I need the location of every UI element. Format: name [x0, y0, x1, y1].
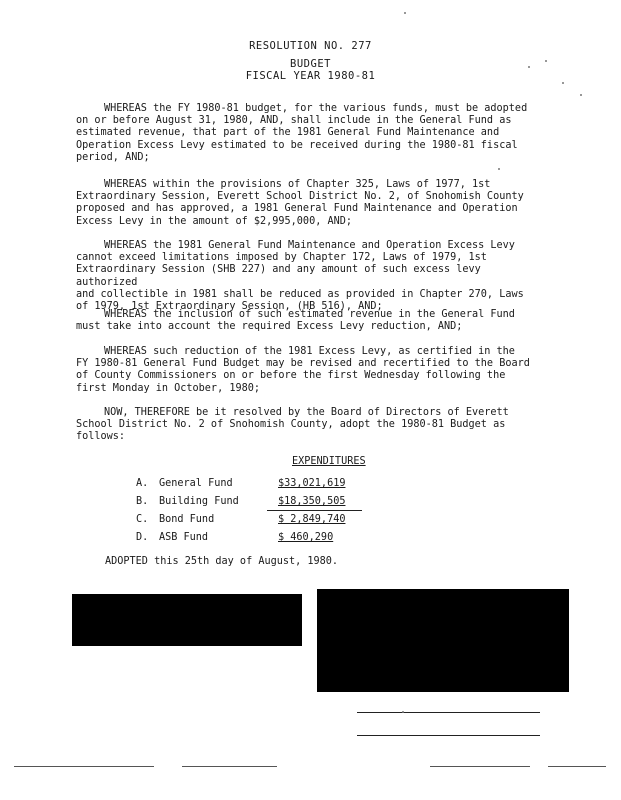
scan-edge-mark-center [182, 766, 277, 767]
fund-name: ASB Fund [159, 532, 209, 543]
signature-line-2 [357, 735, 540, 736]
row-letter: B. [136, 496, 149, 507]
whereas-paragraph-5: WHEREAS such reduction of the 1981 Excess Levy, as certified in the FY 1980-81 General Fund Budget may be revised and recertified to the Board of County Commissioners on or before the first Wednesday following the first Monday in October, 1980; [76, 346, 530, 394]
scan-edge-mark-left [14, 766, 154, 767]
fund-name: Bond Fund [159, 514, 215, 525]
scan-speck [498, 168, 500, 170]
resolved-paragraph: NOW, THEREFORE be it resolved by the Board of Directors of Everett School District No. 2 of Snohomish County, adopt the 1980-81 Budget as follows: [76, 407, 509, 443]
expenditures-header: EXPENDITURES [292, 456, 366, 467]
scan-edge-mark-far-right [548, 766, 606, 767]
scan-speck [562, 82, 564, 84]
fund-amount: $ 2,849,740 [278, 514, 346, 525]
redaction-block-right [317, 589, 569, 692]
whereas-paragraph-4: WHEREAS the inclusion of such estimated revenue in the General Fund must take into account the required Excess Levy reduction, AND; [76, 309, 515, 333]
signature-line-1 [357, 712, 540, 713]
fiscal-year: FISCAL YEAR 1980-81 [245, 70, 376, 82]
row-letter: A. [136, 478, 149, 489]
whereas-paragraph-3: WHEREAS the 1981 General Fund Maintenance and Operation Excess Levy cannot exceed limitations imposed by Chapter 172, Laws of 1979, 1st Extraordinary Session (SHB 227) and any amount of such excess levy authorized and collectible in 1981 shall be reduced as provided in Chapter 270, Laws of 1979, 1st Extraordinary Session, (HB 516), AND; [76, 240, 524, 313]
fund-name: General Fund [159, 478, 233, 489]
fund-name: Building Fund [159, 496, 239, 507]
row-letter: D. [136, 532, 149, 543]
fund-amount: $ 460,290 [278, 532, 334, 543]
fund-amount: $18,350,505 [278, 496, 346, 507]
scan-speck [402, 711, 404, 713]
scan-speck [580, 94, 582, 96]
document-title: BUDGET [290, 58, 331, 70]
scan-edge-mark-right [430, 766, 530, 767]
budget-row [136, 514, 376, 528]
row-letter: C. [136, 514, 149, 525]
scan-speck [545, 60, 547, 62]
whereas-paragraph-2: WHEREAS within the provisions of Chapter 325, Laws of 1977, 1st Extraordinary Session, Everett School District No. 2, of Snohomish County proposed and has approved, a 1981 General Fund Maintenance and Operation Excess Levy in the amount of $2,995,000, AND; [76, 179, 524, 227]
subtotal-rule [267, 510, 362, 511]
scan-speck [528, 66, 530, 68]
resolution-number: RESOLUTION NO. 277 [249, 40, 372, 52]
budget-row [136, 532, 376, 546]
budget-row [136, 478, 376, 492]
whereas-paragraph-1: WHEREAS the FY 1980-81 budget, for the various funds, must be adopted on or before August 31, 1980, AND, shall include in the General Fund as estimated revenue, that part of the 1981 General Fund Maintenance and Operation Excess Levy estimated to be received during the 1980-81 fiscal period, AND; [76, 103, 528, 163]
scan-speck [404, 12, 406, 14]
redaction-block-left [72, 594, 302, 646]
fund-amount: $33,021,619 [278, 478, 346, 489]
adopted-date-line: ADOPTED this 25th day of August, 1980. [105, 556, 339, 567]
budget-row [136, 496, 376, 510]
